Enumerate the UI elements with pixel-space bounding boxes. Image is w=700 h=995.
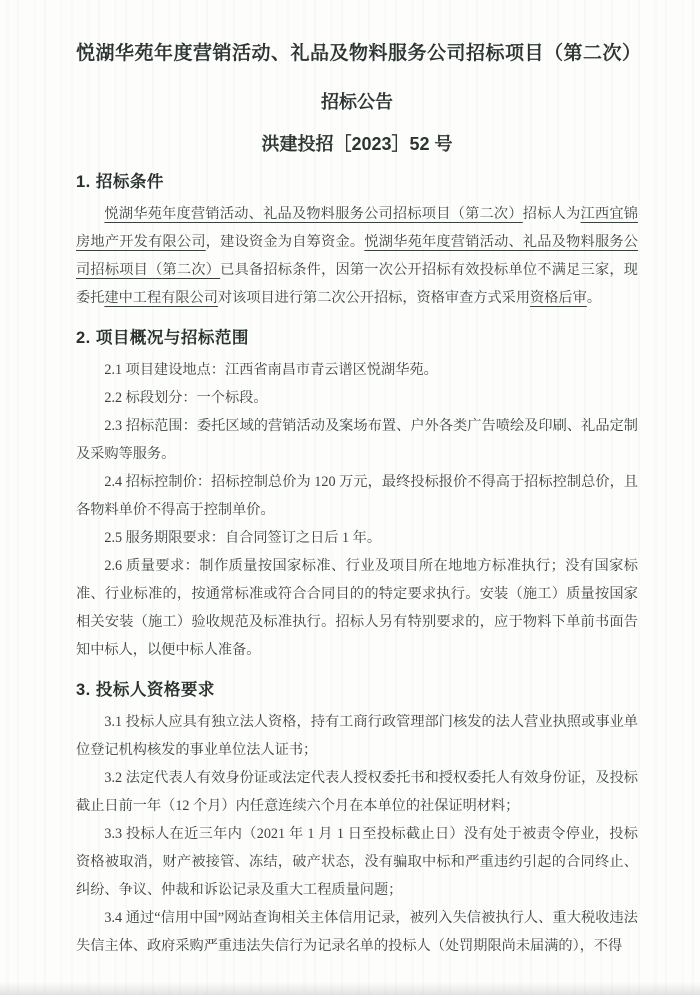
underlined-text: 建中工程有限公司	[104, 290, 218, 306]
paragraph	[76, 468, 638, 524]
document-subtitle: 招标公告	[321, 92, 393, 112]
text-run: 。	[586, 290, 602, 306]
text-run: 2.5 服务期限要求：自合同签订之日后 1 年。	[104, 530, 382, 546]
text-run: 2.4 招标控制价：招标控制总价为 120 万元，最终投标报价不得高于招标控制总价，且各物料单价不得高于控制单价。	[76, 474, 638, 518]
section-heading: 3. 投标人资格要求	[76, 681, 215, 699]
underlined-text: 悦湖华苑年度营销活动、礼品及物料服务公司招标项目（第二次）	[76, 234, 638, 278]
section-heading: 2. 项目概况与招标范围	[76, 329, 249, 347]
document-section	[76, 328, 638, 664]
paragraph	[76, 524, 638, 552]
paragraph	[76, 764, 638, 820]
text-run: 2.2 标段划分：一个标段。	[104, 390, 268, 406]
text-run: 招标人为	[522, 206, 581, 222]
paragraph	[76, 356, 638, 384]
text-run: 3.1 投标人应具有独立法人资格，持有工商行政管理部门核发的法人营业执照或事业单位登记机构核发的事业单位法人证书；	[76, 714, 638, 758]
paragraph	[76, 904, 638, 960]
text-run: 已具备招标条件，因第一次公开招标有效投标单位不满足三家，现委托	[76, 262, 638, 306]
text-run: 2.3 招标范围：委托区域的营销活动及案场布置、户外各类广告喷绘及印刷、礼品定制及采购等服务。	[76, 418, 638, 462]
underlined-text: 悦湖华苑年度营销活动、礼品及物料服务公司招标项目（第二次）	[104, 206, 523, 222]
underlined-text: 资格后审	[530, 290, 587, 306]
paragraph	[76, 820, 638, 904]
text-run: 3.4 通过“信用中国”网站查询相关主体信用记录，被列入失信被执行人、重大税收违法失信主体、政府采购严重违法失信行为记录名单的投标人（处罚期限尚未届满的），不得	[76, 910, 638, 954]
scan-bottom-shadow	[0, 982, 700, 995]
document-section	[76, 172, 638, 312]
text-run: 2.1 项目建设地点：江西省南昌市青云谱区悦湖华苑。	[104, 362, 438, 378]
paragraph	[76, 384, 638, 412]
paragraph	[76, 412, 638, 468]
document-title: 悦湖华苑年度营销活动、礼品及物料服务公司招标项目（第二次）	[76, 43, 642, 64]
text-run: 2.6 质量要求：制作质量按国家标准、行业及项目所在地地方标准执行；没有国家标准、行业标准的，按通常标准或符合合同目的的特定要求执行。安装（施工）质量按国家相关安装（施工）验收规范及标准执行。招标人另有特别要求的，应于物料下单前书面告知中标人，以便中标人准备。	[76, 558, 638, 658]
paragraph	[76, 200, 638, 312]
section-heading: 1. 招标条件	[76, 173, 164, 191]
paragraph	[76, 552, 638, 664]
text-run: 3.3 投标人在近三年内（2021 年 1 月 1 日至投标截止日）没有处于被责令停业，投标资格被取消，财产被接管、冻结，破产状态，没有骗取中标和严重违约引起的合同终止、纠纷、争议、仲裁和诉讼记录及重大工程质量问题；	[76, 826, 638, 898]
document-number: 洪建投招［2023］52 号	[261, 134, 453, 154]
sections	[76, 172, 638, 960]
document-section	[76, 680, 638, 960]
underlined-text: 江西宜锦房地产开发有限公司	[76, 206, 638, 250]
text-run: 3.2 法定代表人有效身份证或法定代表人授权委托书和授权委托人有效身份证，及投标截止日前一年（12 个月）内任意连续六个月在本单位的社保证明材料；	[76, 770, 638, 814]
text-run: ，建设资金为自筹资金。	[205, 234, 365, 250]
paragraph	[76, 708, 638, 764]
text-run: 对该项目进行第二次公开招标，资格审查方式采用	[217, 290, 531, 306]
